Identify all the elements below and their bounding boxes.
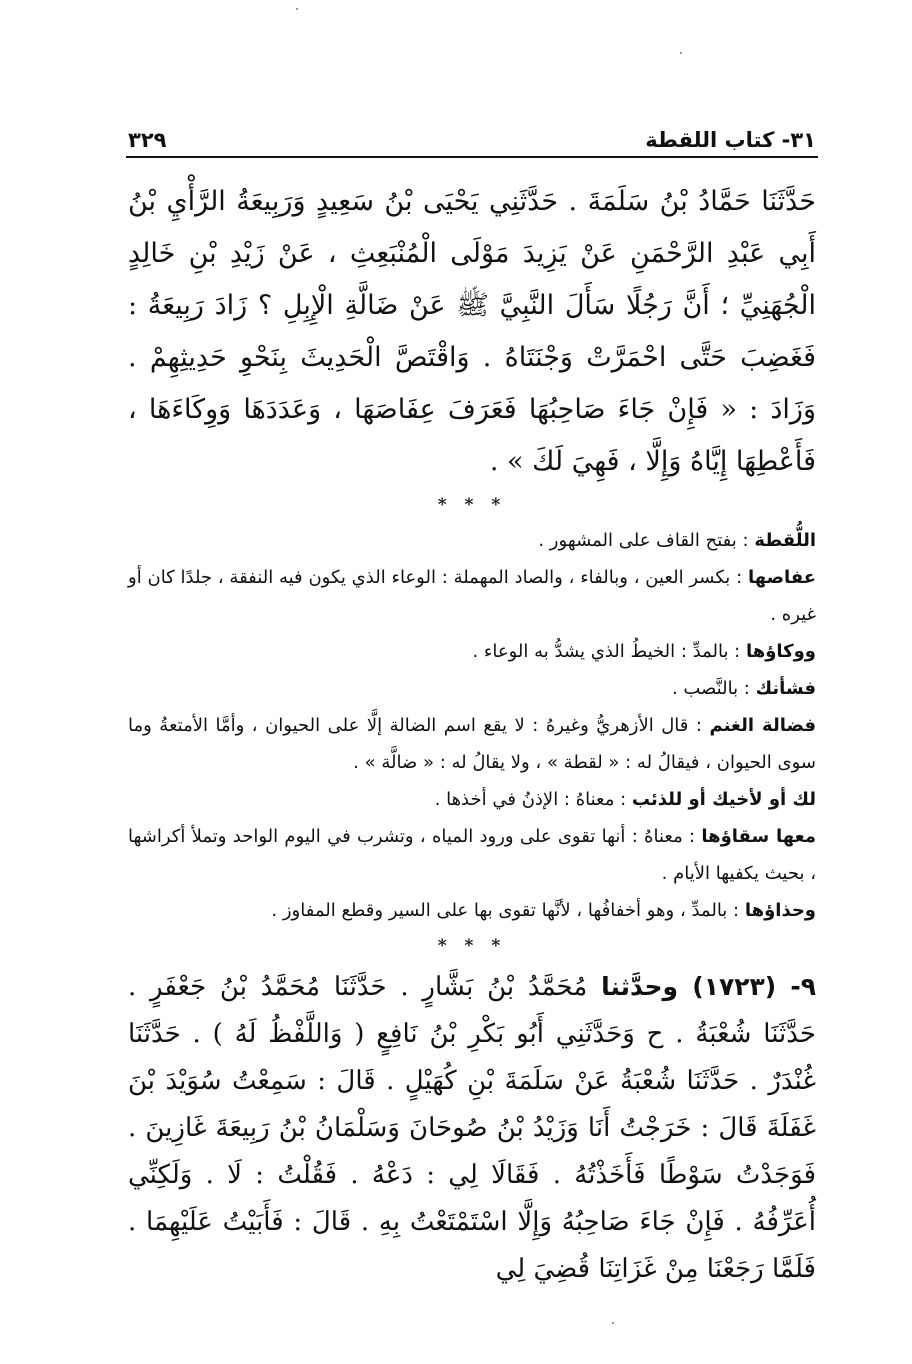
note-term: اللُّقطة: [754, 530, 816, 551]
note-item: [128, 522, 816, 559]
hadith-text: مُحَمَّدُ بْنُ بَشَّارٍ . حَدَّثَنَا مُحَمَّدُ بْنُ جَعْفَرٍ . حَدَّثَنَا شُعْبَةُ . ح وَحَدَّثَنِي أَبُو بَكْرِ بْنُ نَافِعٍ ( وَاللَّفْظُ لَهُ ) . حَدَّثَنَا غُنْدَرٌ . حَدَّثَنَا شُعْبَةُ عَنْ سَلَمَةَ بْنِ كُهَيْلٍ . قَالَ : سَمِعْتُ سُوَيْدَ بْنَ غَفَلَةَ قَالَ : خَرَجْتُ أَنَا وَزَيْدُ بْنُ صُوحَانَ وَسَلْمَانُ بْنُ رَبِيعَةَ غَازِينَ . فَوَجَدْتُ سَوْطًا فَأَخَذْتُهُ . فَقَالَا لِي : دَعْهُ . فَقُلْتُ : لَا . وَلَكِنِّي أُعَرِّفُهُ . فَإِنْ جَاءَ صَاحِبُهُ وَإِلَّا اسْتَمْتَعْتُ بِهِ . قَالَ : فَأَبَيْتُ عَلَيْهِمَا . فَلَمَّا رَجَعْنَا مِنْ غَزَاتِنَا قُضِيَ لِي: [128, 972, 816, 1284]
page-number: ٣٢٩: [128, 128, 167, 152]
note-item: [128, 781, 816, 818]
section-separator: * * *: [437, 495, 507, 515]
note-term: معها سقاؤها: [701, 826, 816, 847]
note-item: [128, 670, 816, 707]
hadith-number: ٩- (١٧٢٣) وحدَّثنا: [601, 972, 817, 1001]
note-term: فشأنك: [755, 678, 816, 699]
note-term: لك أو لأخيك أو للذئب: [631, 789, 816, 810]
page-header: [128, 118, 816, 152]
scan-speck: [612, 1322, 614, 1324]
note-text: : بكسر العين ، وبالفاء ، والصاد المهملة : الوعاء الذي يكون فيه النفقة ، جلدًا كان أو غيره .: [128, 567, 816, 625]
note-text: : قال الأزهريُّ وغيرهُ : لا يقع اسم الضالة إلَّا على الحيوان ، وأمَّا الأمتعةُ وما سوى الحيوان ، فيقالُ له : « لقطة » ، ولا يقالُ له : « ضالَّة » .: [128, 715, 816, 773]
section-separator: * * *: [437, 936, 507, 956]
note-text: : بالمدِّ ، وهو أخفافُها ، لأنَّها تقوى بها على السير وقطع المفاوز .: [271, 900, 740, 921]
note-text: : بالنَّصب .: [671, 678, 750, 699]
header-rule: [126, 156, 818, 158]
note-text: : معناهُ : الإذنُ في أخذها .: [434, 789, 627, 810]
note-term: عفاصها: [747, 567, 816, 588]
note-item: [128, 633, 816, 670]
hadith-entry: [128, 963, 816, 1293]
note-term: فضالة الغنم: [709, 715, 816, 736]
note-text: : معناهُ : أنها تقوى على ورود المياه ، وتشرب في اليوم الواحد وتملأ أكراشها ، بحيث يكفيها الأيام .: [128, 826, 816, 884]
note-term: وحذاؤها: [744, 900, 816, 921]
scan-speck: [680, 52, 682, 54]
note-item: [128, 559, 816, 633]
note-item: [128, 892, 816, 929]
hadith-text: حَدَّثَنَا حَمَّادُ بْنُ سَلَمَةَ . حَدَّثَنِي يَحْيَى بْنُ سَعِيدٍ وَرَبِيعَةُ الرَّأْيِ بْنُ أَبِي عَبْدِ الرَّحْمَنِ عَنْ يَزِيدَ مَوْلَى الْمُنْبَعِثِ ، عَنْ زَيْدِ بْنِ خَالِدٍ الْجُهَنِيِّ ؛ أَنَّ رَجُلًا سَأَلَ النَّبِيَّ ﷺ عَنْ ضَالَّةِ الْإِبِلِ ؟ زَادَ رَبِيعَةُ : فَغَضِبَ حَتَّى احْمَرَّتْ وَجْنَتَاهُ . وَاقْتَصَّ الْحَدِيثَ بِنَحْوِ حَدِيثِهِمْ . وَزَادَ : « فَإِنْ جَاءَ صَاحِبُهَا فَعَرَفَ عِفَاصَهَا ، وَعَدَدَهَا وَوِكَاءَهَا ، فَأَعْطِهَا إِيَّاهُ وَإِلَّا ، فَهِيَ لَكَ » .: [128, 186, 816, 477]
note-item: [128, 818, 816, 892]
page-body: [128, 176, 816, 1293]
note-text: : بالمدِّ : الخيطُ الذي يشدُّ به الوعاء .: [472, 641, 741, 662]
chapter-title: ٣١- كتاب اللقطة: [645, 128, 816, 152]
note-item: [128, 707, 816, 781]
note-term: ووكاؤها: [745, 641, 816, 662]
commentary-notes: [128, 522, 816, 929]
note-text: : بفتح القاف على المشهور .: [538, 530, 749, 551]
scan-speck: [296, 8, 298, 10]
